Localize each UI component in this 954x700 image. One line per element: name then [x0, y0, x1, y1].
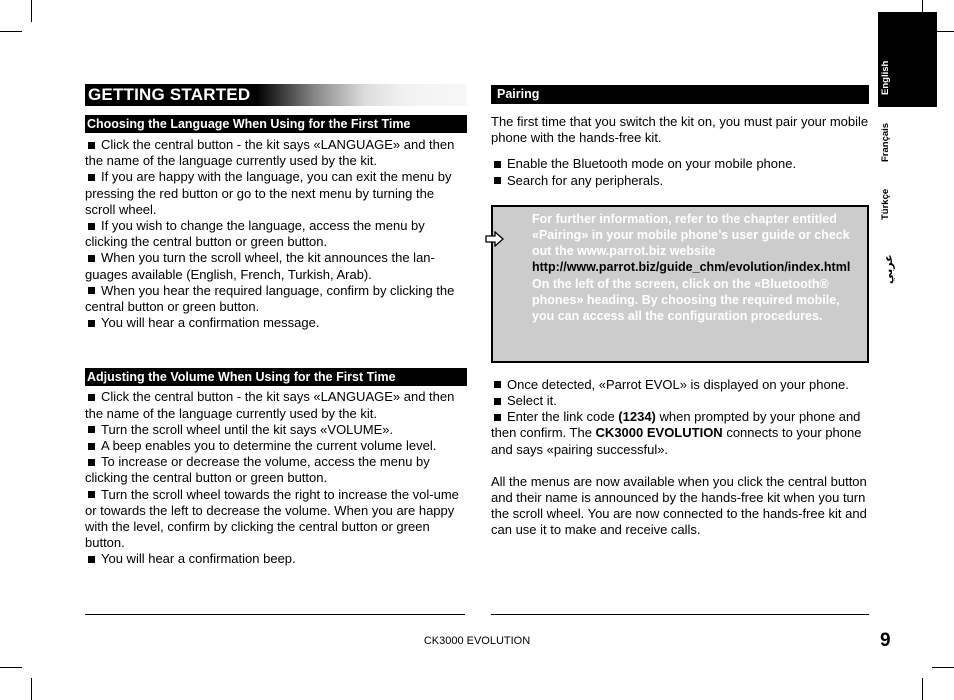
square-bullet-icon [88, 174, 95, 181]
info-box [491, 205, 869, 363]
arrow-right-icon [485, 231, 505, 247]
list-item: When you hear the required language, confirm by clicking the central button or green button. [85, 282, 455, 315]
list-item: A beep enables you to determine the current volume level. [85, 438, 467, 454]
list-item: Turn the scroll wheel towards the right to increase the vol-ume or towards the left to decrease the volume. When you are happy with the level, confirm by clicking the central button or green button. [85, 486, 459, 551]
crop-mark [31, 678, 32, 700]
square-bullet-icon [494, 381, 501, 388]
crop-mark [31, 0, 32, 22]
list-item: Turn the scroll wheel until the kit says «VOLUME». [85, 422, 467, 438]
square-bullet-icon [88, 320, 95, 327]
list-item: If you wish to change the language, access the menu by clicking the central button or green button. [85, 218, 425, 250]
square-bullet-icon [88, 556, 95, 563]
pairing-closing: All the menus are now available when you click the central button and their name is announced by the hands-free kit when you turn the scroll wheel. You are now connected to the hands-free kit and can use it to make and receive calls. [491, 473, 867, 538]
square-bullet-icon [88, 255, 95, 262]
square-bullet-icon [494, 398, 501, 405]
page-title: GETTING STARTED [88, 84, 251, 104]
square-bullet-icon [88, 394, 95, 401]
left-column [85, 84, 467, 568]
info-text-2: On the left of the screen, click on the «Bluetooth® phones» heading. By choosing the required mobile, you can access all the configuration procedures. [532, 276, 840, 324]
square-bullet-icon [88, 223, 95, 230]
section-heading-language: Choosing the Language When Using for the First Time [85, 115, 467, 133]
pairing-steps-1 [491, 156, 869, 188]
footer-product: CK3000 EVOLUTION [423, 635, 531, 647]
tab-english[interactable]: English [880, 60, 891, 95]
language-tabs [878, 12, 937, 308]
square-bullet-icon [88, 142, 95, 149]
square-bullet-icon [494, 414, 501, 421]
crop-mark [922, 678, 923, 700]
square-bullet-icon [88, 443, 95, 450]
pairing-intro: The first time that you switch the kit on, you must pair your mobile phone with the hands-free kit. [491, 114, 869, 146]
language-steps [85, 137, 467, 331]
crop-mark [0, 31, 22, 32]
pairing-steps-2 [491, 377, 869, 458]
square-bullet-icon [88, 287, 95, 294]
link-code: (1234) [618, 409, 656, 425]
tab-arabic[interactable]: عربي [883, 254, 895, 284]
website-link[interactable]: http://www.parrot.biz/guide_chm/evolution/index.html [532, 260, 851, 275]
square-bullet-icon [88, 426, 95, 433]
section-heading-volume: Adjusting the Volume When Using for the First Time [85, 368, 467, 386]
list-item: Enter the link code (1234) when prompted by your phone and then confirm. The CK3000 EVOLUTION connects to your phone and says «pairing successful». [491, 409, 862, 457]
list-item: When you turn the scroll wheel, the kit announces the lan-guages available (English, French, Turkish, Arab). [85, 250, 435, 282]
tab-francais[interactable]: Français [880, 122, 891, 162]
volume-steps [85, 389, 467, 567]
list-item: You will hear a confirmation beep. [85, 551, 467, 567]
list-item: Click the central button - the kit says «LANGUAGE» and then the name of the language currently used by the kit. [85, 389, 455, 421]
info-text: For further information, refer to the chapter entitled «Pairing» in your mobile phone’s user guide or check out the www.parrot.biz website [532, 211, 850, 259]
footer-rule-right [491, 614, 869, 615]
section-heading-pairing: Pairing [491, 85, 869, 104]
list-item: Search for any peripherals. [491, 173, 869, 189]
page-number: 9 [880, 630, 891, 651]
list-item: You will hear a confirmation message. [85, 315, 467, 331]
product-name: CK3000 EVOLUTION [595, 425, 723, 441]
square-bullet-icon [494, 177, 501, 184]
square-bullet-icon [88, 491, 95, 498]
square-bullet-icon [494, 161, 501, 168]
list-item: Click the central button - the kit says «LANGUAGE» and then the name of the language currently used by the kit. [85, 137, 455, 169]
right-column [491, 84, 869, 539]
list-item: Enable the Bluetooth mode on your mobile phone. [491, 156, 869, 172]
list-item: To increase or decrease the volume, access the menu by clicking the central button or green button. [85, 454, 430, 486]
page-title-bar [85, 84, 467, 106]
tab-turkce[interactable]: Türkçe [880, 188, 891, 220]
list-item: If you are happy with the language, you can exit the menu by pressing the red button or go to the next menu by turning the scroll wheel. [85, 169, 452, 217]
footer-rule-left [85, 614, 465, 615]
square-bullet-icon [88, 459, 95, 466]
crop-mark [932, 667, 954, 668]
list-item: Once detected, «Parrot EVOL» is displayed on your phone. [491, 377, 869, 393]
crop-mark [0, 667, 22, 668]
list-item: Select it. [491, 393, 869, 409]
